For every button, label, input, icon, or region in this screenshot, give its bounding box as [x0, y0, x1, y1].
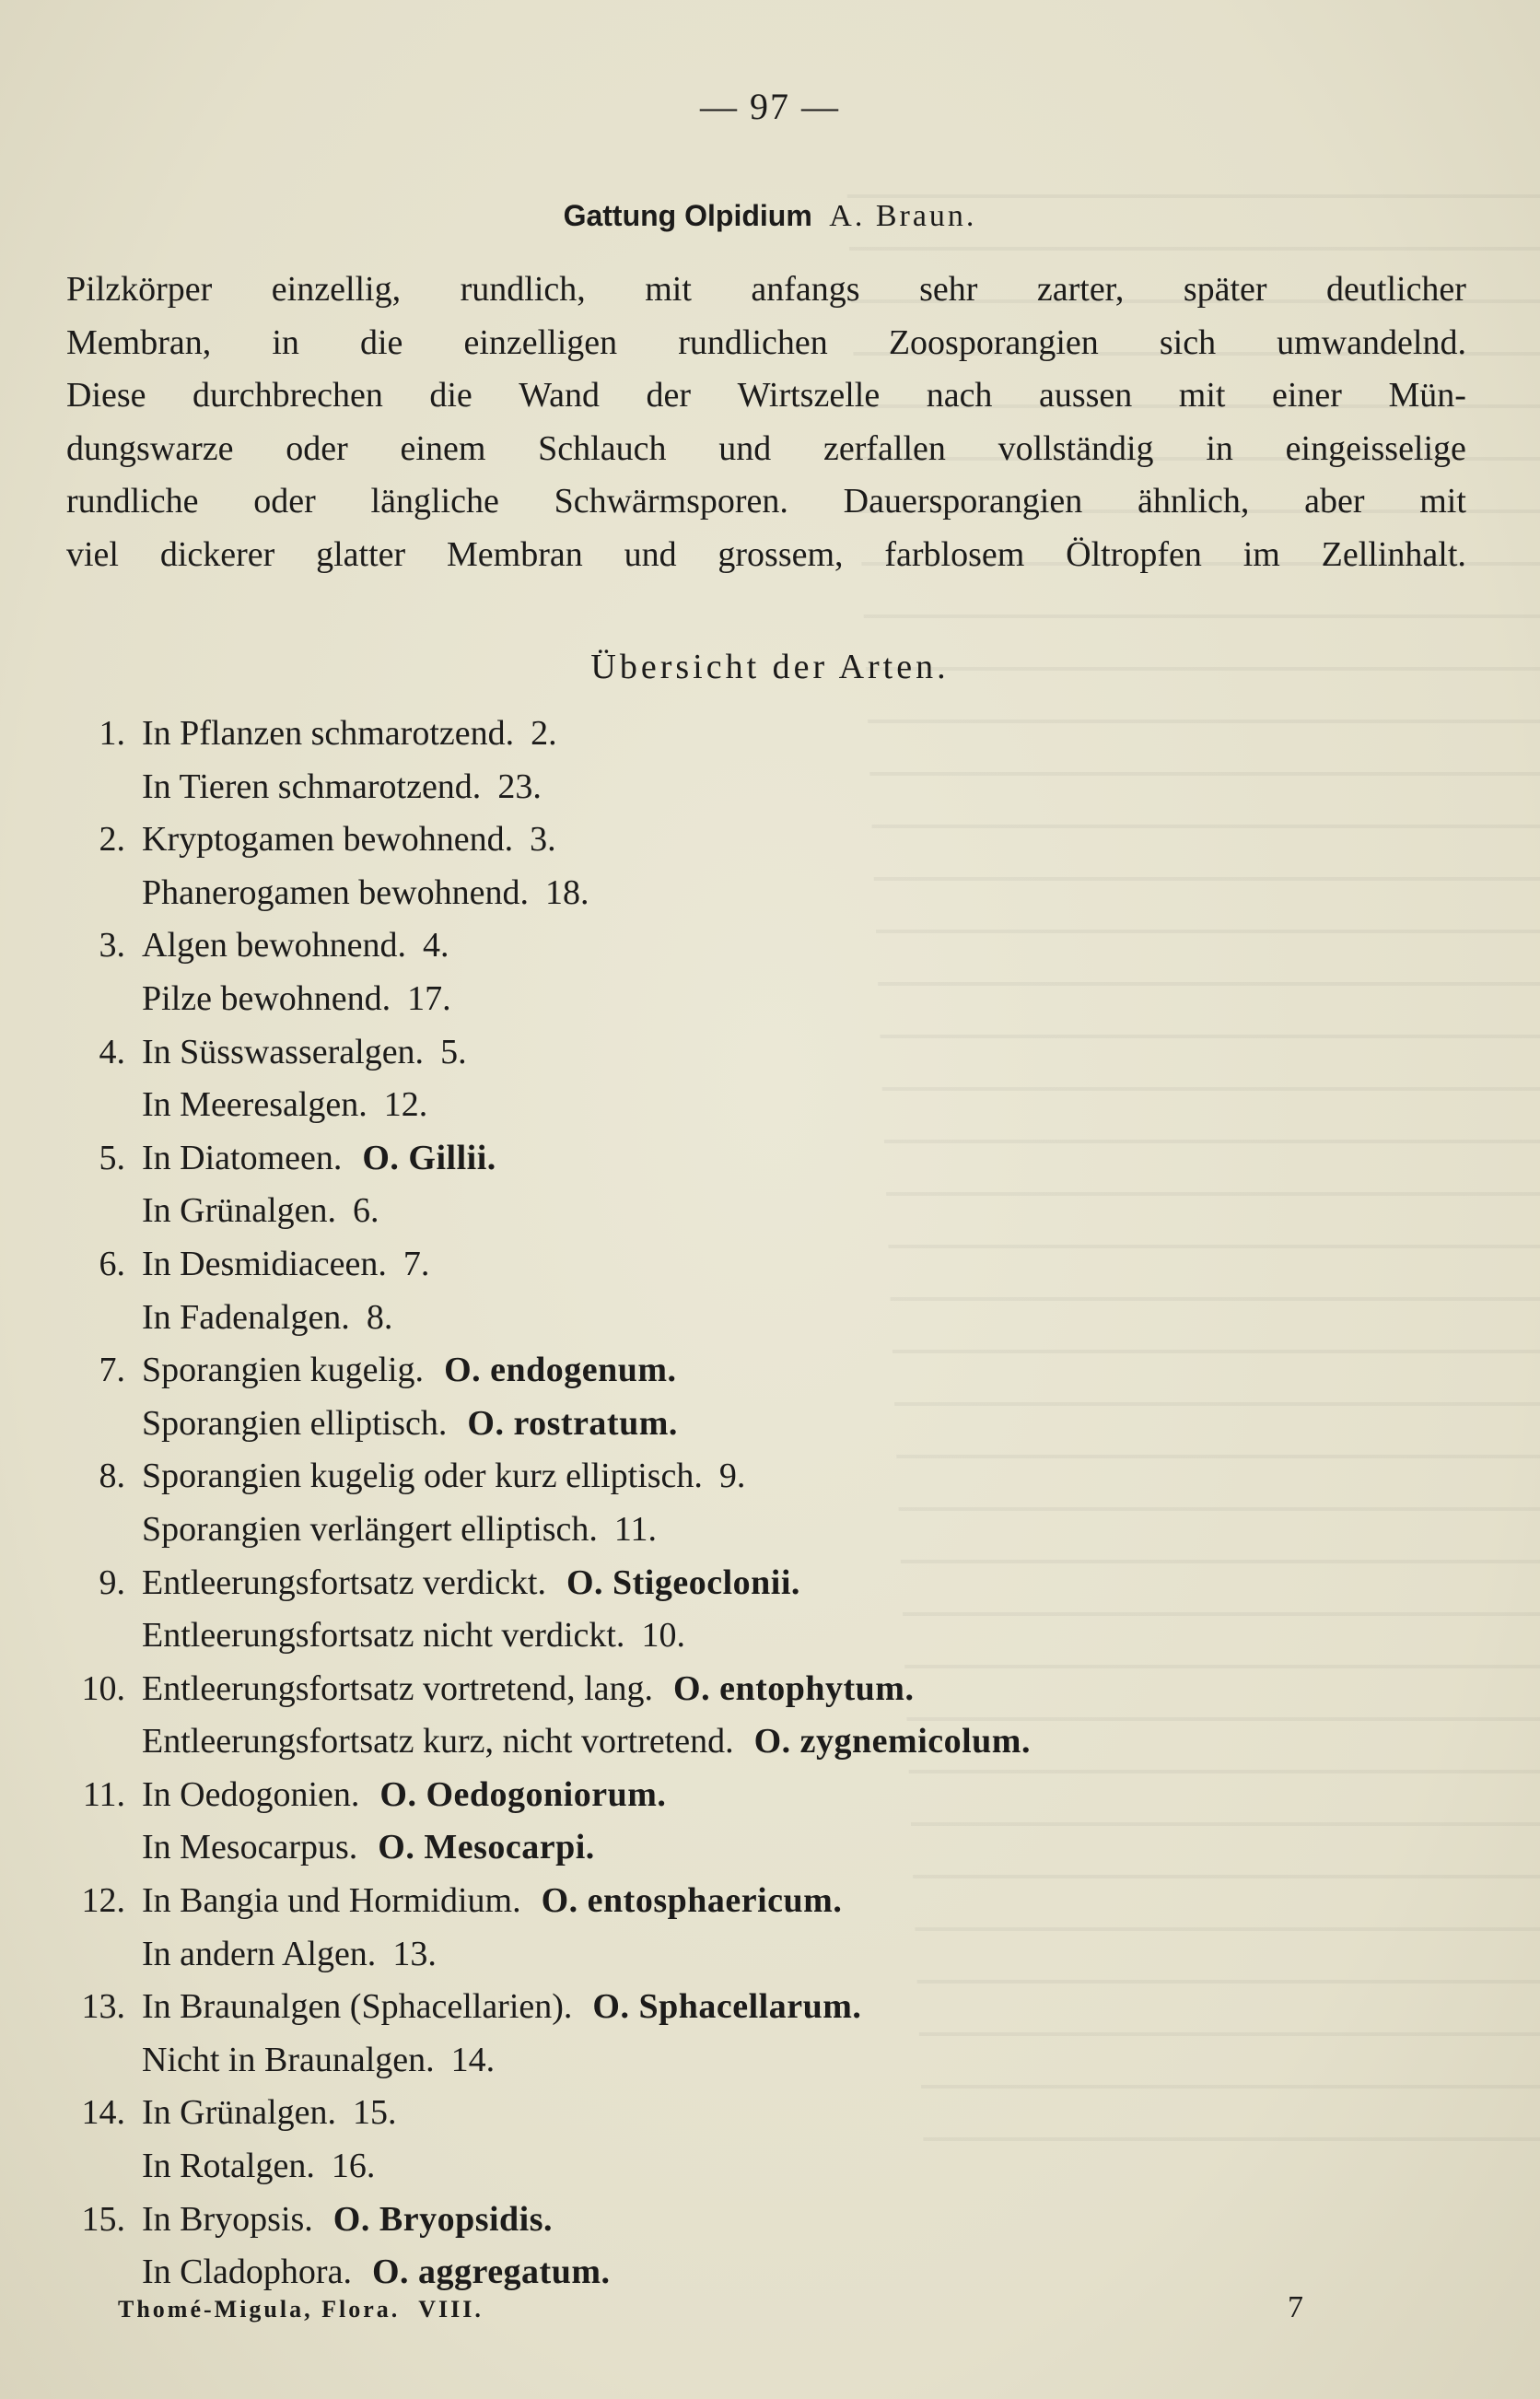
key-row: [55, 2140, 1492, 2194]
key-description: In Bangia und Hormidium.: [142, 1881, 521, 1921]
description-line: [66, 263, 1466, 317]
key-row: [55, 1079, 1492, 1132]
key-row: [55, 1928, 1492, 1982]
key-number: 14.: [81, 2093, 125, 2133]
key-number: 9.: [99, 1562, 125, 1602]
key-description: In Desmidiaceen.: [142, 1244, 387, 1283]
key-entry: [142, 1398, 678, 1451]
key-row: [55, 1450, 1492, 1504]
description-word: und: [718, 428, 772, 468]
key-entry: [142, 1769, 666, 1822]
key-target: 15.: [353, 2093, 397, 2133]
key-entry: [142, 919, 449, 973]
key-description: In andern Algen.: [142, 1934, 377, 1973]
key-target: 9.: [718, 1457, 746, 1496]
key-row: [55, 1132, 1492, 1186]
key-description: Nicht in Braunalgen.: [142, 2040, 435, 2079]
species-name: O. aggregatum.: [371, 2253, 611, 2292]
description-word: umwandelnd.: [1277, 322, 1466, 362]
key-target: 12.: [383, 1085, 428, 1125]
description-line: [66, 369, 1466, 423]
key-number: 5.: [99, 1138, 125, 1177]
key-number: 11.: [82, 1774, 125, 1814]
description-word: Zellinhalt.: [1321, 534, 1466, 574]
key-entry: [142, 2034, 495, 2088]
key-entry: [142, 1821, 595, 1875]
key-entry: [142, 1715, 1031, 1769]
key-entry: [142, 813, 556, 867]
key-number: 4.: [99, 1032, 125, 1071]
key-row: [55, 2087, 1492, 2140]
key-row: [55, 1715, 1492, 1769]
key-entry: [142, 2246, 611, 2300]
key-row: [55, 1344, 1492, 1398]
key-target: 2.: [531, 714, 557, 753]
key-target: 7.: [402, 1244, 430, 1283]
key-description: Sporangien kugelig.: [142, 1351, 425, 1390]
key-row: [55, 1026, 1492, 1080]
key-description: In Grünalgen.: [142, 1191, 337, 1231]
key-entry: [142, 1609, 685, 1663]
description-word: einem: [400, 428, 486, 468]
key-description: Sporangien verlängert elliptisch.: [142, 1509, 598, 1549]
description-word: Wirtszelle: [737, 376, 881, 415]
genus-heading: [0, 199, 1540, 234]
description-word: oder: [253, 482, 316, 521]
key-entry: [142, 1981, 861, 2034]
key-description: Entleerungsfortsatz kurz, nicht vortretend.: [142, 1722, 734, 1761]
species-name: O. Mesocarpi.: [378, 1828, 595, 1867]
key-number: 2.: [99, 820, 125, 860]
description-word: Pilzkörper: [66, 270, 213, 309]
key-description: Pilze bewohnend.: [142, 978, 391, 1018]
key-entry: [142, 1663, 914, 1716]
key-description: In Süsswasseralgen.: [142, 1032, 425, 1071]
description-word: nach: [926, 376, 993, 415]
key-target: 13.: [392, 1934, 437, 1973]
key-description: In Mesocarpus.: [142, 1828, 358, 1867]
species-name: O. Bryopsidis.: [332, 2199, 554, 2239]
description-word: in: [1206, 428, 1233, 468]
key-entry: [142, 1875, 842, 1928]
key-row: [55, 1981, 1492, 2034]
key-row: [55, 973, 1492, 1026]
key-entry: [142, 1026, 467, 1080]
description-word: einzellig,: [271, 270, 402, 309]
description-word: mit: [645, 270, 692, 309]
description-word: sich: [1159, 322, 1217, 362]
key-row: [55, 1292, 1492, 1345]
species-name: O. entosphaericum.: [541, 1881, 843, 1921]
key-description: Sporangien kugelig oder kurz elliptisch.: [142, 1457, 703, 1496]
description-word: sehr: [919, 270, 978, 309]
species-key: [55, 708, 1492, 2300]
description-word: mit: [1419, 482, 1466, 521]
key-number: 6.: [99, 1244, 125, 1283]
key-row: [55, 1769, 1492, 1822]
key-number: 7.: [99, 1351, 125, 1390]
description-word: Zoosporangien: [888, 322, 1099, 362]
key-description: Phanerogamen bewohnend.: [142, 872, 529, 912]
key-row: [55, 1185, 1492, 1238]
species-name: O. Stigeoclonii.: [566, 1562, 800, 1602]
key-target: 10.: [641, 1616, 685, 1656]
key-entry: [142, 2087, 397, 2140]
key-number: 10.: [81, 1668, 125, 1708]
description-word: eingeisselige: [1285, 428, 1466, 468]
key-description: Entleerungsfortsatz vortretend, lang.: [142, 1668, 654, 1708]
footer-work: Thomé-Migula, Flora.: [118, 2296, 401, 2323]
key-row: [55, 1663, 1492, 1716]
key-entry: [142, 1504, 657, 1557]
key-target: 8.: [366, 1297, 393, 1337]
key-entry: [142, 1238, 429, 1292]
description-word: rundliche: [66, 482, 199, 521]
description-line: [66, 529, 1466, 582]
description-word: die: [359, 322, 403, 362]
key-number: 3.: [99, 926, 125, 965]
description-line: [66, 317, 1466, 370]
key-target: 11.: [613, 1509, 658, 1549]
description-word: Öltropfen: [1066, 534, 1202, 574]
key-row: [55, 1875, 1492, 1928]
key-heading: Übersicht der Arten.: [590, 648, 950, 686]
key-row: [55, 1609, 1492, 1663]
key-row: [55, 867, 1492, 920]
key-entry: [142, 1928, 437, 1982]
key-description: In Cladophora.: [142, 2253, 352, 2292]
description-word: farblosem: [884, 534, 1025, 574]
key-target: 17.: [407, 978, 451, 1018]
footer-volume: VIII.: [418, 2296, 484, 2323]
genus-description: [66, 263, 1466, 581]
key-number: 13.: [81, 1987, 125, 2027]
key-description: Kryptogamen bewohnend.: [142, 820, 514, 860]
description-word: Membran,: [66, 322, 212, 362]
description-word: im: [1242, 534, 1280, 574]
description-word: aussen: [1038, 376, 1133, 415]
key-row: [55, 2034, 1492, 2088]
description-word: vollständig: [998, 428, 1154, 468]
page-number: — 97 —: [700, 86, 840, 127]
key-row: [55, 1238, 1492, 1292]
description-line: [66, 423, 1466, 476]
key-description: In Fadenalgen.: [142, 1297, 350, 1337]
key-row: [55, 2194, 1492, 2247]
description-word: Mün-: [1388, 376, 1466, 415]
key-description: In Meeresalgen.: [142, 1085, 368, 1125]
key-target: 4.: [423, 926, 449, 965]
key-description: Entleerungsfortsatz nicht verdickt.: [142, 1616, 625, 1656]
description-word: viel: [66, 534, 119, 574]
description-word: dungswarze: [66, 428, 234, 468]
species-name: O. Oedogoniorum.: [379, 1774, 667, 1814]
description-word: rundlich,: [460, 270, 586, 309]
key-description: In Pflanzen schmarotzend.: [142, 714, 515, 753]
description-word: Wand: [519, 376, 600, 415]
key-entry: [142, 1132, 496, 1186]
description-word: durchbrechen: [192, 376, 383, 415]
description-word: längliche: [370, 482, 499, 521]
description-word: oder: [286, 428, 348, 468]
key-entry: [142, 973, 451, 1026]
key-number: 8.: [99, 1457, 125, 1496]
description-word: aber: [1304, 482, 1365, 521]
description-word: dickerer: [159, 534, 275, 574]
key-row: [55, 708, 1492, 761]
key-row: [55, 919, 1492, 973]
species-name: O. Sphacellarum.: [592, 1987, 862, 2027]
description-word: zerfallen: [823, 428, 946, 468]
description-word: der: [646, 376, 692, 415]
description-word: einer: [1271, 376, 1342, 415]
key-row: [55, 813, 1492, 867]
description-word: ähnlich,: [1137, 482, 1250, 521]
signature-mark: 7: [1288, 2290, 1303, 2324]
description-word: Dauersporangien: [843, 482, 1083, 521]
key-description: Algen bewohnend.: [142, 926, 407, 965]
description-word: mit: [1178, 376, 1226, 415]
key-description: In Braunalgen (Sphacellarien).: [142, 1987, 573, 2027]
key-entry: [142, 708, 557, 761]
description-word: glatter: [316, 534, 406, 574]
key-entry: [142, 867, 589, 920]
species-name: O. rostratum.: [467, 1403, 678, 1443]
description-word: Membran: [447, 534, 583, 574]
key-description: Sporangien elliptisch.: [142, 1403, 448, 1443]
species-name: O. Gillii.: [362, 1138, 496, 1177]
species-name: O. zygnemicolum.: [753, 1722, 1031, 1761]
key-entry: [142, 1185, 379, 1238]
description-word: deutlicher: [1326, 270, 1466, 309]
key-entry: [142, 1079, 427, 1132]
key-target: 5.: [440, 1032, 467, 1071]
key-entry: [142, 761, 542, 814]
key-description: In Grünalgen.: [142, 2093, 337, 2133]
description-word: einzelligen: [463, 322, 618, 362]
description-word: Schwärmsporen.: [554, 482, 788, 521]
key-number: 1.: [99, 714, 125, 753]
genus-name: Gattung Olpidium: [563, 199, 812, 232]
key-description: In Diatomeen.: [142, 1138, 343, 1177]
description-word: und: [624, 534, 677, 574]
key-entry: [142, 1292, 392, 1345]
key-entry: [142, 2140, 375, 2194]
key-row: [55, 1557, 1492, 1610]
key-target: 3.: [530, 820, 556, 860]
key-target: 18.: [545, 872, 589, 912]
key-description: Entleerungsfortsatz verdickt.: [142, 1562, 546, 1602]
key-number: 12.: [81, 1881, 125, 1921]
description-word: die: [429, 376, 472, 415]
description-word: in: [272, 322, 299, 362]
key-entry: [142, 1450, 745, 1504]
key-row: [55, 1504, 1492, 1557]
description-line: [66, 475, 1466, 529]
key-description: In Tieren schmarotzend.: [142, 767, 482, 806]
key-description: In Bryopsis.: [142, 2199, 313, 2239]
key-description: In Oedogonien.: [142, 1774, 360, 1814]
page-footer: [118, 2296, 1315, 2323]
key-entry: [142, 2194, 553, 2247]
key-description: In Rotalgen.: [142, 2147, 315, 2186]
key-row: [55, 1821, 1492, 1875]
key-target: 16.: [331, 2147, 376, 2186]
description-word: Diese: [66, 376, 146, 415]
key-row: [55, 1398, 1492, 1451]
key-target: 14.: [450, 2040, 496, 2079]
description-word: grossem,: [718, 534, 844, 574]
key-entry: [142, 1557, 800, 1610]
description-word: später: [1183, 270, 1267, 309]
description-word: anfangs: [751, 270, 860, 309]
key-target: 6.: [353, 1191, 379, 1231]
description-word: Schlauch: [538, 428, 667, 468]
description-word: zarter,: [1036, 270, 1125, 309]
key-entry: [142, 1344, 677, 1398]
species-name: O. entophytum.: [673, 1668, 915, 1708]
key-target: 23.: [497, 767, 542, 806]
description-word: rundlichen: [678, 322, 828, 362]
genus-author: A. Braun.: [829, 199, 977, 233]
key-row: [55, 761, 1492, 814]
key-number: 15.: [81, 2199, 125, 2239]
key-row: [55, 2246, 1492, 2300]
species-name: O. endogenum.: [444, 1351, 677, 1390]
